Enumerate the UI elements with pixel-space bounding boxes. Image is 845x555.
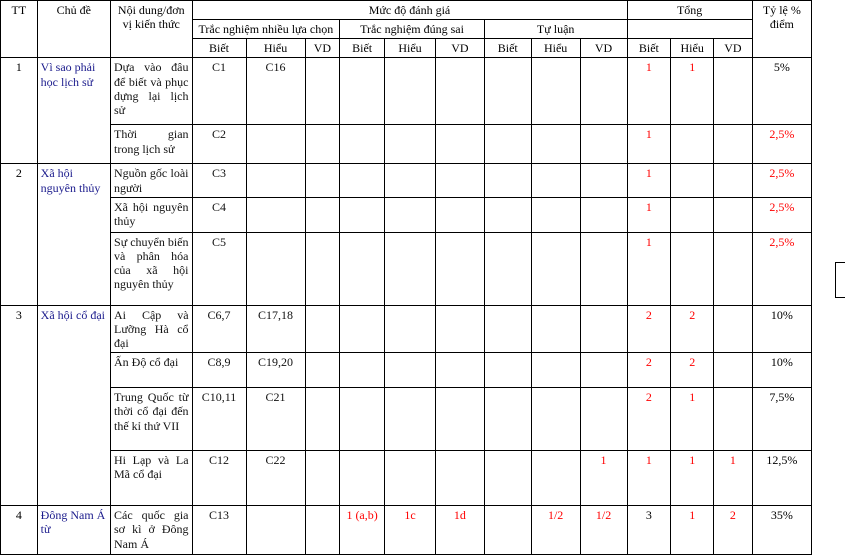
cell-essay-biet (484, 125, 531, 164)
cell-essay-biet (484, 164, 531, 197)
cell-mc-hieu (246, 125, 305, 164)
header-essay-vd: VD (580, 39, 627, 58)
cell-mc-hieu (246, 232, 305, 305)
cell-total-hieu (671, 164, 714, 197)
cell-ratio: 10% (752, 353, 811, 388)
cell-essay-biet (484, 58, 531, 125)
header-tf-biet: Biết (340, 39, 385, 58)
table-row (1, 305, 812, 352)
cell-tf-vd (435, 353, 484, 388)
header-tf-hieu: Hiểu (385, 39, 436, 58)
cell-essay-biet (484, 197, 531, 232)
header-group-truefalse: Trắc nghiệm đúng sai (340, 20, 485, 39)
cell-ratio: 2,5% (752, 232, 811, 305)
cell-tf-biet (340, 353, 385, 388)
header-tf-vd: VD (435, 39, 484, 58)
cell-total-biet: 3 (627, 506, 671, 555)
cell-mc-hieu: C17,18 (246, 305, 305, 352)
header-total-vd: VD (714, 39, 753, 58)
row-content: Xã hội nguyên thủy (111, 197, 193, 232)
header-mc-hieu: Hiểu (246, 39, 305, 58)
cell-tf-hieu: 1c (385, 506, 436, 555)
row-topic: Xã hội cổ đại (37, 305, 110, 505)
row-content: Thời gian trong lịch sử (111, 125, 193, 164)
cell-ratio: 2,5% (752, 164, 811, 197)
cell-essay-hieu: 1/2 (531, 506, 580, 555)
cell-essay-biet (484, 506, 531, 555)
header-topic: Chủ đề (37, 1, 110, 58)
row-content: Ấn Độ cổ đại (111, 353, 193, 388)
cell-tf-biet (340, 305, 385, 352)
cell-tf-hieu (385, 125, 436, 164)
cell-total-hieu: 1 (671, 388, 714, 451)
cell-essay-vd (580, 58, 627, 125)
cell-essay-vd (580, 164, 627, 197)
row-content: Nguồn gốc loài người (111, 164, 193, 197)
header-content: Nội dung/đơn vị kiến thức (111, 1, 193, 58)
matrix-body (1, 58, 812, 555)
cell-tf-vd (435, 58, 484, 125)
cell-mc-hieu (246, 506, 305, 555)
table-row (1, 451, 812, 506)
cell-total-vd (714, 232, 753, 305)
row-topic: Đông Nam Á từ (37, 506, 110, 555)
cell-essay-vd (580, 232, 627, 305)
header-mc-vd: VD (305, 39, 340, 58)
cell-mc-hieu: C19,20 (246, 353, 305, 388)
cell-total-hieu: 1 (671, 506, 714, 555)
cell-total-vd: 2 (714, 506, 753, 555)
cell-essay-vd: 1/2 (580, 506, 627, 555)
cell-total-biet: 1 (627, 125, 671, 164)
cell-tf-biet (340, 451, 385, 506)
cell-total-hieu: 2 (671, 353, 714, 388)
cell-total-hieu (671, 197, 714, 232)
cell-mc-vd (305, 451, 340, 506)
table-row (1, 506, 812, 555)
header-total-biet: Biết (627, 39, 671, 58)
cell-ratio: 7,5% (752, 388, 811, 451)
row-tt: 3 (1, 305, 38, 505)
cell-tf-vd (435, 164, 484, 197)
cell-mc-hieu: C22 (246, 451, 305, 506)
cell-mc-vd (305, 506, 340, 555)
cell-tf-vd (435, 125, 484, 164)
cell-mc-vd (305, 388, 340, 451)
table-row (1, 353, 812, 388)
cell-tf-vd (435, 305, 484, 352)
cell-total-hieu (671, 125, 714, 164)
cell-tf-hieu (385, 164, 436, 197)
cell-essay-hieu (531, 197, 580, 232)
cell-tf-biet: 1 (a,b) (340, 506, 385, 555)
cell-tf-biet (340, 125, 385, 164)
cell-tf-vd (435, 451, 484, 506)
cell-tf-hieu (385, 388, 436, 451)
cell-essay-vd (580, 305, 627, 352)
cell-total-vd (714, 164, 753, 197)
cell-mc-biet: C5 (192, 232, 246, 305)
cell-total-vd (714, 353, 753, 388)
header-group-essay: Tự luận (484, 20, 627, 39)
cell-mc-biet: C1 (192, 58, 246, 125)
cell-essay-hieu (531, 353, 580, 388)
cell-ratio: 2,5% (752, 125, 811, 164)
cell-ratio: 35% (752, 506, 811, 555)
cell-total-biet: 1 (627, 164, 671, 197)
cell-tf-biet (340, 58, 385, 125)
cell-tf-biet (340, 164, 385, 197)
cell-tf-hieu (385, 451, 436, 506)
cell-mc-hieu (246, 164, 305, 197)
cell-total-vd (714, 305, 753, 352)
cell-ratio: 12,5% (752, 451, 811, 506)
cell-tf-biet (340, 388, 385, 451)
cell-tf-vd: 1d (435, 506, 484, 555)
cell-mc-hieu: C21 (246, 388, 305, 451)
header-tt: TT (1, 1, 38, 58)
cell-mc-biet: C10,11 (192, 388, 246, 451)
cell-mc-biet: C4 (192, 197, 246, 232)
row-content: Trung Quốc từ thời cổ đại đến thế kỉ thứ VII (111, 388, 193, 451)
cell-mc-biet: C3 (192, 164, 246, 197)
cell-mc-vd (305, 197, 340, 232)
cell-total-biet: 1 (627, 232, 671, 305)
row-content: Các quốc gia sơ kì ở Đông Nam Á (111, 506, 193, 555)
row-tt: 4 (1, 506, 38, 555)
header-essay-biet: Biết (484, 39, 531, 58)
cell-essay-biet (484, 451, 531, 506)
cell-total-hieu: 2 (671, 305, 714, 352)
cell-essay-biet (484, 353, 531, 388)
cell-essay-hieu (531, 451, 580, 506)
row-tt: 2 (1, 164, 38, 305)
cell-mc-biet: C6,7 (192, 305, 246, 352)
row-content: Dựa vào đâu để biết và phục dựng lại lịch sử (111, 58, 193, 125)
row-topic: Vì sao phải học lịch sử (37, 58, 110, 164)
header-essay-hieu: Hiểu (531, 39, 580, 58)
cell-essay-hieu (531, 388, 580, 451)
cell-total-hieu: 1 (671, 451, 714, 506)
cell-tf-hieu (385, 232, 436, 305)
cell-essay-vd: 1 (580, 451, 627, 506)
page-edge-marker (835, 262, 845, 298)
cell-mc-vd (305, 305, 340, 352)
cell-total-hieu (671, 232, 714, 305)
cell-essay-vd (580, 197, 627, 232)
cell-total-hieu: 1 (671, 58, 714, 125)
cell-ratio: 10% (752, 305, 811, 352)
cell-essay-hieu (531, 125, 580, 164)
cell-ratio: 2,5% (752, 197, 811, 232)
cell-essay-hieu (531, 232, 580, 305)
cell-mc-hieu (246, 197, 305, 232)
cell-total-vd (714, 388, 753, 451)
cell-tf-vd (435, 388, 484, 451)
cell-tf-hieu (385, 353, 436, 388)
header-group-mc: Trắc nghiệm nhiều lựa chọn (192, 20, 340, 39)
cell-essay-vd (580, 388, 627, 451)
cell-ratio: 5% (752, 58, 811, 125)
cell-total-biet: 1 (627, 58, 671, 125)
cell-mc-biet: C2 (192, 125, 246, 164)
cell-mc-biet: C12 (192, 451, 246, 506)
cell-essay-biet (484, 232, 531, 305)
cell-total-vd (714, 125, 753, 164)
cell-total-vd: 1 (714, 451, 753, 506)
cell-total-vd (714, 58, 753, 125)
cell-tf-hieu (385, 197, 436, 232)
header-total-group: Tổng (627, 1, 752, 20)
table-row (1, 388, 812, 451)
cell-essay-hieu (531, 164, 580, 197)
cell-total-biet: 1 (627, 451, 671, 506)
cell-mc-vd (305, 58, 340, 125)
cell-mc-biet: C8,9 (192, 353, 246, 388)
cell-essay-biet (484, 388, 531, 451)
cell-essay-hieu (531, 58, 580, 125)
row-content: Ai Cập và Lưỡng Hà cổ đại (111, 305, 193, 352)
table-row (1, 125, 812, 164)
row-tt: 1 (1, 58, 38, 164)
cell-essay-biet (484, 305, 531, 352)
cell-total-biet: 2 (627, 388, 671, 451)
cell-total-vd (714, 197, 753, 232)
cell-total-biet: 2 (627, 305, 671, 352)
cell-tf-hieu (385, 58, 436, 125)
cell-mc-hieu: C16 (246, 58, 305, 125)
header-ratio: Tỷ lệ % điểm (752, 1, 811, 58)
cell-mc-vd (305, 232, 340, 305)
table-row (1, 197, 812, 232)
cell-mc-vd (305, 353, 340, 388)
header-mc-biet: Biết (192, 39, 246, 58)
table-row (1, 58, 812, 125)
cell-mc-vd (305, 164, 340, 197)
cell-essay-vd (580, 353, 627, 388)
row-content: Sự chuyển biến và phân hóa của xã hội nguyên thủy (111, 232, 193, 305)
cell-mc-vd (305, 125, 340, 164)
header-row-top (1, 1, 812, 20)
row-content: Hi Lạp và La Mã cổ đại (111, 451, 193, 506)
cell-mc-biet: C13 (192, 506, 246, 555)
cell-tf-hieu (385, 305, 436, 352)
table-row (1, 164, 812, 197)
cell-total-biet: 1 (627, 197, 671, 232)
cell-essay-hieu (531, 305, 580, 352)
cell-tf-vd (435, 197, 484, 232)
header-level-group: Mức độ đánh giá (192, 1, 627, 20)
cell-essay-vd (580, 125, 627, 164)
cell-tf-biet (340, 232, 385, 305)
row-topic: Xã hội nguyên thủy (37, 164, 110, 305)
cell-tf-vd (435, 232, 484, 305)
cell-total-biet: 2 (627, 353, 671, 388)
cell-tf-biet (340, 197, 385, 232)
header-total-hieu: Hiểu (671, 39, 714, 58)
table-row (1, 232, 812, 305)
